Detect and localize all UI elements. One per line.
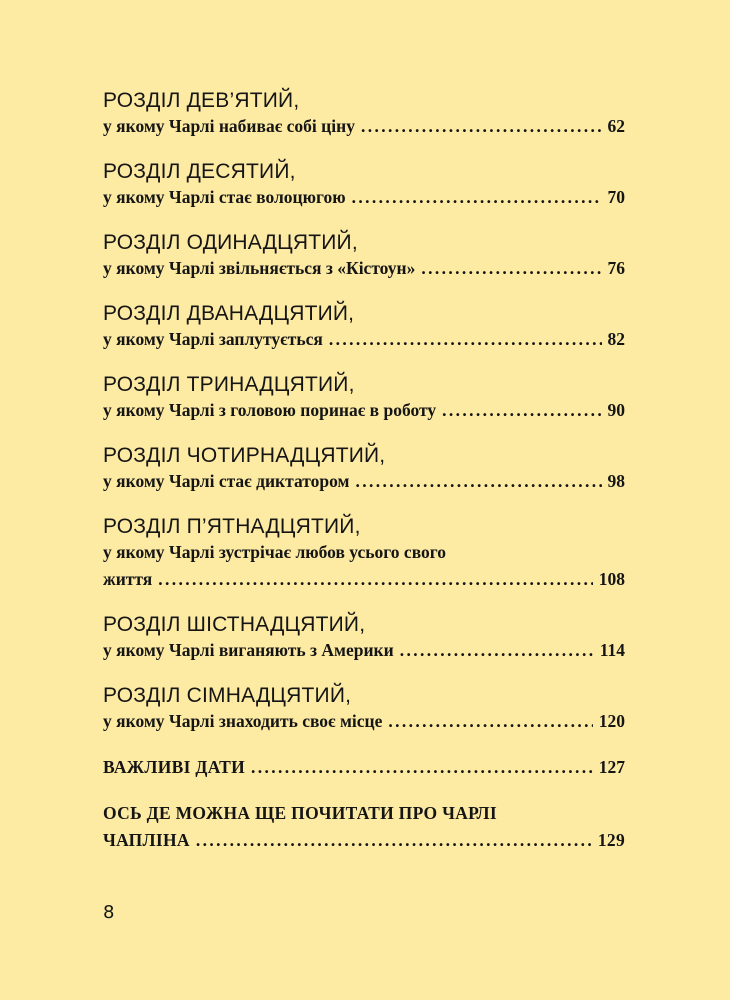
toc-entry-chapter-17: [103, 683, 625, 735]
toc-entry-chapter-16: [103, 612, 625, 664]
toc-entry-further-reading: [103, 800, 625, 854]
chapter-description: у якому Чарлі стає волоцюгою: [103, 187, 346, 207]
chapter-heading: РОЗДІЛ ОДИНАДЦЯТИЙ,: [103, 231, 358, 254]
dot-leader: [352, 184, 602, 211]
dot-leader: [158, 566, 593, 593]
dot-leader: [400, 637, 594, 664]
further-reading-line: [103, 827, 625, 854]
page-ref: 76: [607, 258, 625, 278]
page-ref: 62: [607, 116, 625, 136]
chapter-heading: РОЗДІЛ ЧОТИРНАДЦЯТИЙ,: [103, 444, 386, 467]
toc-entry-chapter-9: [103, 88, 625, 140]
chapter-description-line: [103, 566, 625, 593]
further-reading-label: ОСЬ ДЕ МОЖНА ЩЕ ПОЧИТАТИ ПРО ЧАРЛІ: [103, 803, 497, 823]
chapter-heading: РОЗДІЛ ДВАНАДЦЯТИЙ,: [103, 302, 355, 325]
toc-entry-chapter-12: [103, 301, 625, 353]
toc-entry-chapter-11: [103, 230, 625, 282]
chapter-description-line: [103, 637, 625, 664]
chapter-description: у якому Чарлі заплутується: [103, 329, 323, 349]
page-ref: 90: [607, 400, 625, 420]
page-ref: 129: [597, 830, 625, 850]
page-ref: 127: [598, 757, 625, 777]
chapter-description-line: [103, 708, 625, 735]
toc-entry-chapter-14: [103, 443, 625, 495]
page-ref: 120: [598, 711, 625, 731]
dot-leader: [251, 754, 593, 781]
chapter-description: у якому Чарлі стає диктатором: [103, 471, 350, 491]
chapter-description: у якому Чарлі набиває собі ціну: [103, 116, 355, 136]
page-ref: 114: [599, 640, 625, 660]
chapter-description: у якому Чарлі виганяють з Америки: [103, 640, 394, 660]
dot-leader: [388, 708, 592, 735]
chapter-description-continued: життя: [103, 569, 153, 589]
dot-leader: [442, 397, 601, 424]
important-dates-label: ВАЖЛИВІ ДАТИ: [103, 757, 246, 777]
toc-entry-chapter-15: [103, 514, 625, 593]
chapter-description-line: [103, 326, 625, 353]
dot-leader: [421, 255, 601, 282]
dot-leader: [196, 827, 592, 854]
page-number: 8: [103, 902, 115, 923]
chapter-description: у якому Чарлі звільняється з «Кістоун»: [103, 258, 416, 278]
chapter-description-line: [103, 184, 625, 211]
chapter-heading: РОЗДІЛ СІМНАДЦЯТИЙ,: [103, 684, 352, 707]
dot-leader: [355, 468, 601, 495]
chapter-description-line: [103, 113, 625, 140]
further-reading-label-continued: ЧАПЛІНА: [103, 830, 190, 850]
table-of-contents: [103, 88, 625, 873]
chapter-heading: РОЗДІЛ ДЕСЯТИЙ,: [103, 160, 296, 183]
toc-entry-important-dates: [103, 754, 625, 781]
dot-leader: [329, 326, 602, 353]
chapter-heading: РОЗДІЛ ТРИНАДЦЯТИЙ,: [103, 373, 355, 396]
page-ref: 108: [598, 569, 625, 589]
chapter-heading: РОЗДІЛ П’ЯТНАДЦЯТИЙ,: [103, 515, 361, 538]
toc-entry-chapter-10: [103, 159, 625, 211]
chapter-description: у якому Чарлі з головою поринає в роботу: [103, 400, 437, 420]
page-ref: 70: [607, 187, 625, 207]
chapter-description-line: [103, 255, 625, 282]
chapter-description-line: [103, 468, 625, 495]
chapter-heading: РОЗДІЛ ШІСТНАДЦЯТИЙ,: [103, 613, 366, 636]
page-ref: 82: [607, 329, 625, 349]
chapter-description: у якому Чарлі знаходить своє місце: [103, 711, 383, 731]
chapter-description: у якому Чарлі зустрічає любов усього свого: [103, 542, 447, 562]
chapter-heading: РОЗДІЛ ДЕВ’ЯТИЙ,: [103, 89, 300, 112]
dot-leader: [361, 113, 602, 140]
page-ref: 98: [607, 471, 625, 491]
chapter-description-line: [103, 397, 625, 424]
toc-entry-chapter-13: [103, 372, 625, 424]
